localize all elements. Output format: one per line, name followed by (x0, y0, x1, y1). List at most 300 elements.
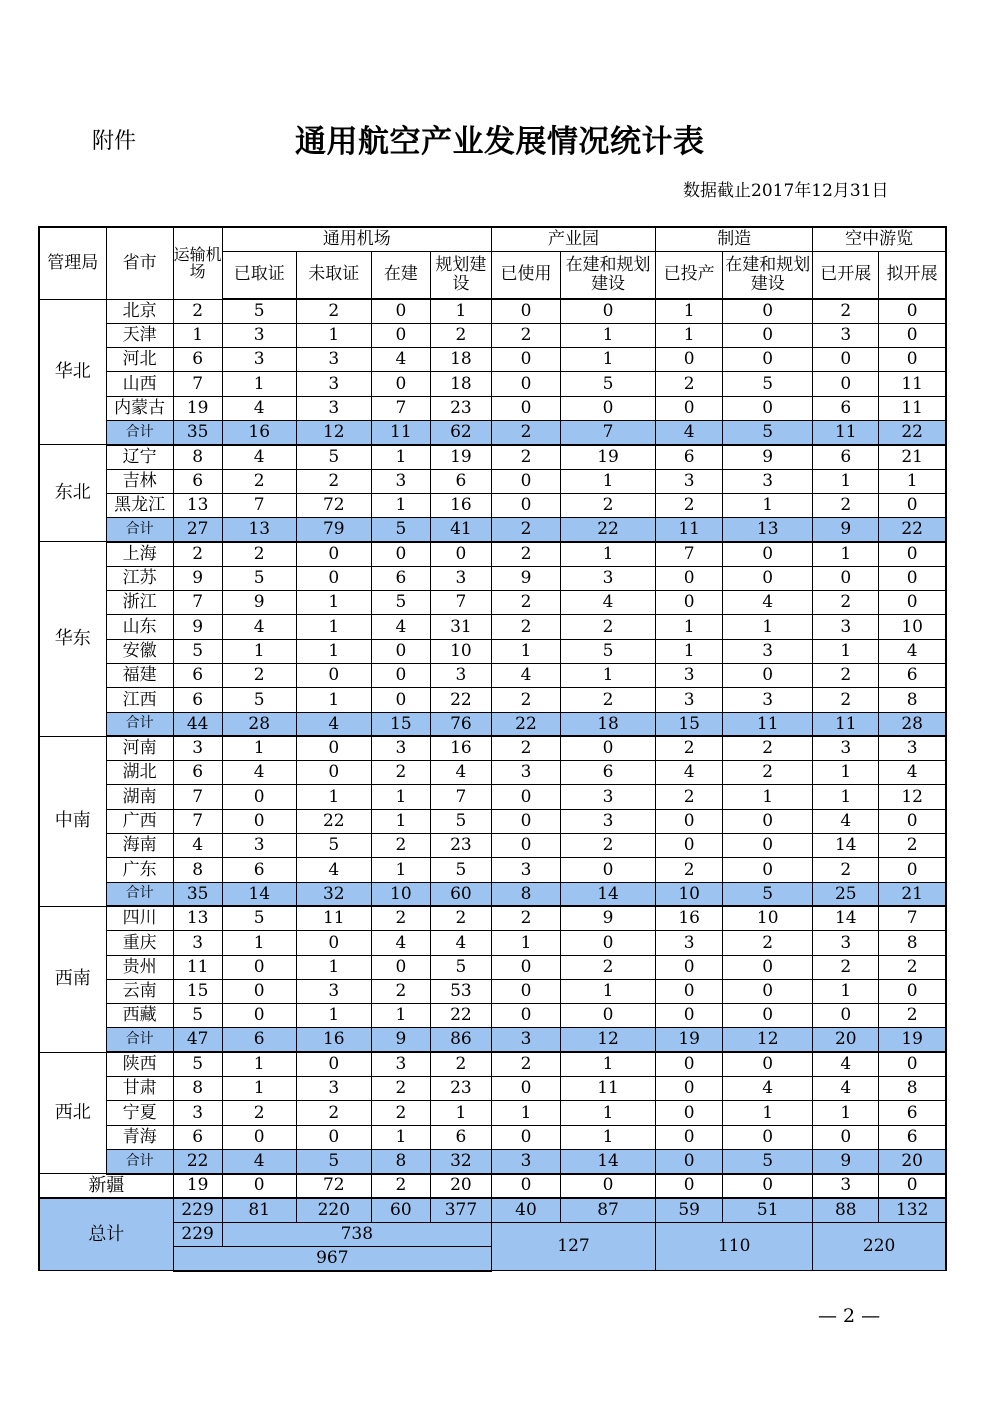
table-cell: 0 (491, 299, 560, 323)
province-name: 河北 (106, 348, 173, 372)
table-cell: 3 (430, 663, 491, 687)
table-cell: 0 (296, 736, 371, 760)
subtotal-cell: 11 (813, 712, 879, 736)
grand-total-airports-all: 967 (173, 1247, 491, 1271)
table-cell: 2 (430, 906, 491, 930)
subtotal-cell: 22 (173, 1149, 222, 1173)
table-cell: 0 (656, 1052, 723, 1076)
table-cell: 0 (491, 1077, 560, 1101)
subtotal-label: 合计 (106, 712, 173, 736)
table-cell: 0 (371, 663, 430, 687)
subtotal-cell: 5 (296, 1149, 371, 1173)
table-cell: 4 (371, 931, 430, 955)
table-cell: 19 (173, 396, 222, 420)
table-cell: 2 (723, 931, 813, 955)
table-cell: 0 (813, 566, 879, 590)
table-cell: 3 (656, 663, 723, 687)
grand-total-ga-airports: 738 (222, 1222, 491, 1246)
grand-total-cell: 220 (296, 1198, 371, 1222)
table-cell: 1 (723, 615, 813, 639)
table-cell: 3 (656, 469, 723, 493)
header-row-1 (39, 227, 946, 251)
table-cell: 2 (491, 591, 560, 615)
table-cell: 23 (430, 834, 491, 858)
subtotal-row (39, 1028, 946, 1052)
table-row (39, 396, 946, 420)
grand-total-tour: 220 (813, 1222, 946, 1271)
table-cell: 0 (723, 1052, 813, 1076)
table-row (39, 323, 946, 347)
table-cell: 13 (173, 493, 222, 517)
grand-total-summary-row (39, 1222, 946, 1246)
subtotal-cell: 16 (296, 1028, 371, 1052)
col-bureau: 管理局 (39, 227, 106, 299)
subtotal-row (39, 1149, 946, 1173)
table-cell: 2 (371, 1174, 430, 1198)
table-cell: 31 (430, 615, 491, 639)
table-cell: 2 (222, 542, 296, 566)
table-cell: 0 (430, 542, 491, 566)
table-cell: 1 (296, 955, 371, 979)
table-cell: 3 (222, 348, 296, 372)
table-cell: 5 (222, 906, 296, 930)
table-cell: 6 (561, 761, 656, 785)
table-cell: 14 (813, 834, 879, 858)
table-cell: 11 (561, 1077, 656, 1101)
region-name: 西南 (39, 906, 106, 1052)
subtotal-cell: 27 (173, 518, 222, 542)
province-name: 北京 (106, 299, 173, 323)
table-cell: 0 (371, 955, 430, 979)
table-cell: 7 (173, 785, 222, 809)
table-cell: 0 (879, 1052, 946, 1076)
subtotal-cell: 4 (222, 1149, 296, 1173)
grand-total-cell: 51 (723, 1198, 813, 1222)
subtotal-cell: 25 (813, 882, 879, 906)
subtotal-cell: 2 (491, 518, 560, 542)
table-cell: 6 (173, 469, 222, 493)
table-cell: 0 (656, 1077, 723, 1101)
province-name: 山东 (106, 615, 173, 639)
table-cell: 3 (561, 785, 656, 809)
subtotal-cell: 6 (222, 1028, 296, 1052)
subtotal-cell: 47 (173, 1028, 222, 1052)
table-cell: 0 (491, 372, 560, 396)
table-cell: 0 (656, 1101, 723, 1125)
table-cell: 1 (296, 615, 371, 639)
table-row (39, 542, 946, 566)
table-cell: 1 (561, 323, 656, 347)
table-cell: 7 (173, 372, 222, 396)
subtotal-cell: 22 (879, 518, 946, 542)
table-cell: 0 (491, 979, 560, 1003)
table-cell: 6 (656, 445, 723, 469)
table-cell: 11 (296, 906, 371, 930)
table-cell: 2 (296, 1101, 371, 1125)
table-cell: 4 (813, 1052, 879, 1076)
page-title: 通用航空产业发展情况统计表 (295, 124, 705, 160)
table-cell: 0 (491, 955, 560, 979)
table-cell: 0 (656, 348, 723, 372)
table-cell: 0 (296, 663, 371, 687)
table-cell: 3 (723, 688, 813, 712)
table-cell: 0 (879, 979, 946, 1003)
subtotal-cell: 15 (371, 712, 430, 736)
subtotal-cell: 22 (879, 420, 946, 444)
table-cell: 4 (656, 761, 723, 785)
table-cell: 13 (173, 906, 222, 930)
table-cell: 0 (371, 688, 430, 712)
table-cell: 0 (656, 396, 723, 420)
table-cell: 0 (371, 372, 430, 396)
table-cell: 1 (296, 639, 371, 663)
table-cell: 3 (222, 834, 296, 858)
table-cell: 5 (561, 372, 656, 396)
table-cell: 0 (296, 931, 371, 955)
table-cell: 1 (222, 1052, 296, 1076)
table-cell: 1 (723, 493, 813, 517)
table-cell: 1 (222, 931, 296, 955)
grand-total-cell: 132 (879, 1198, 946, 1222)
col-ga-uncertified: 未取证 (296, 251, 371, 299)
table-cell: 8 (879, 931, 946, 955)
subtotal-label: 合计 (106, 1028, 173, 1052)
table-cell: 0 (222, 1004, 296, 1028)
subtotal-cell: 28 (222, 712, 296, 736)
table-cell: 9 (561, 906, 656, 930)
grand-total-cell: 81 (222, 1198, 296, 1222)
table-cell: 10 (723, 906, 813, 930)
table-cell: 2 (491, 1052, 560, 1076)
province-name: 西藏 (106, 1004, 173, 1028)
table-cell: 3 (656, 931, 723, 955)
subtotal-label: 合计 (106, 882, 173, 906)
table-cell: 5 (430, 858, 491, 882)
table-cell: 0 (723, 955, 813, 979)
table-cell: 0 (813, 1125, 879, 1149)
table-row (39, 615, 946, 639)
table-cell: 0 (879, 542, 946, 566)
table-cell: 3 (813, 615, 879, 639)
table-cell: 0 (656, 809, 723, 833)
col-province: 省市 (106, 227, 173, 299)
col-tour-launched: 已开展 (813, 251, 879, 299)
subtotal-cell: 9 (813, 1149, 879, 1173)
province-name: 安徽 (106, 639, 173, 663)
table-cell: 1 (813, 785, 879, 809)
table-cell: 5 (296, 834, 371, 858)
table-cell: 7 (173, 809, 222, 833)
grand-total-park: 127 (491, 1222, 655, 1271)
subtotal-cell: 3 (491, 1028, 560, 1052)
table-cell: 6 (173, 348, 222, 372)
subtotal-cell: 32 (296, 882, 371, 906)
region-name: 华北 (39, 299, 106, 445)
table-cell: 2 (813, 858, 879, 882)
subtotal-row (39, 712, 946, 736)
table-cell: 5 (371, 591, 430, 615)
province-name: 河南 (106, 736, 173, 760)
table-cell: 6 (173, 761, 222, 785)
table-cell: 2 (656, 372, 723, 396)
table-cell: 3 (173, 1101, 222, 1125)
subtotal-row (39, 420, 946, 444)
subtotal-label: 合计 (106, 518, 173, 542)
table-cell: 5 (222, 299, 296, 323)
table-row (39, 931, 946, 955)
table-row (39, 955, 946, 979)
table-cell: 2 (723, 736, 813, 760)
table-cell: 0 (491, 1174, 560, 1198)
table-row (39, 979, 946, 1003)
subtotal-cell: 79 (296, 518, 371, 542)
table-cell: 2 (491, 542, 560, 566)
table-cell: 2 (656, 493, 723, 517)
subtotal-cell: 8 (491, 882, 560, 906)
table-cell: 6 (173, 663, 222, 687)
table-cell: 2 (491, 615, 560, 639)
subtotal-cell: 0 (656, 1149, 723, 1173)
col-transport-airport: 运输机场 (173, 227, 222, 299)
province-name: 上海 (106, 542, 173, 566)
table-cell: 5 (173, 1052, 222, 1076)
table-cell: 1 (222, 736, 296, 760)
col-tour-planned: 拟开展 (879, 251, 946, 299)
table-cell: 3 (723, 639, 813, 663)
grand-total-cell: 87 (561, 1198, 656, 1222)
table-cell: 2 (879, 1004, 946, 1028)
subtotal-cell: 2 (491, 420, 560, 444)
table-cell: 1 (296, 591, 371, 615)
subtotal-cell: 13 (222, 518, 296, 542)
table-cell: 7 (173, 591, 222, 615)
table-cell: 0 (723, 834, 813, 858)
province-name: 江西 (106, 688, 173, 712)
table-cell: 18 (430, 372, 491, 396)
table-cell: 1 (813, 761, 879, 785)
province-name: 广西 (106, 809, 173, 833)
statistics-table (38, 226, 947, 1272)
table-cell: 11 (173, 955, 222, 979)
table-cell: 0 (879, 1174, 946, 1198)
table-cell: 7 (430, 785, 491, 809)
table-cell: 0 (296, 542, 371, 566)
table-row (39, 299, 946, 323)
grand-total-label: 总计 (39, 1198, 173, 1271)
table-row (39, 761, 946, 785)
table-cell: 22 (296, 809, 371, 833)
table-cell: 9 (222, 591, 296, 615)
table-cell: 0 (561, 931, 656, 955)
table-cell: 0 (371, 323, 430, 347)
table-cell: 2 (656, 736, 723, 760)
subtotal-cell: 14 (561, 882, 656, 906)
table-row (39, 639, 946, 663)
table-cell: 0 (723, 396, 813, 420)
table-cell: 8 (173, 858, 222, 882)
grand-total-cell: 88 (813, 1198, 879, 1222)
table-cell: 0 (723, 1174, 813, 1198)
table-cell: 4 (222, 615, 296, 639)
table-cell: 1 (656, 615, 723, 639)
col-mfg-building-planned: 在建和规划建设 (723, 251, 813, 299)
table-row (39, 1101, 946, 1125)
table-cell: 3 (296, 396, 371, 420)
province-name: 内蒙古 (106, 396, 173, 420)
table-cell: 0 (723, 809, 813, 833)
table-row (39, 566, 946, 590)
table-cell: 4 (723, 1077, 813, 1101)
table-cell: 1 (371, 1004, 430, 1028)
table-row (39, 906, 946, 930)
table-cell: 3 (222, 323, 296, 347)
table-cell: 11 (879, 396, 946, 420)
province-name: 陕西 (106, 1052, 173, 1076)
table-cell: 1 (371, 445, 430, 469)
table-cell: 1 (222, 372, 296, 396)
col-park-in-use: 已使用 (491, 251, 560, 299)
subtotal-cell: 32 (430, 1149, 491, 1173)
region-name: 东北 (39, 445, 106, 542)
table-cell: 1 (296, 785, 371, 809)
subtotal-cell: 8 (371, 1149, 430, 1173)
table-cell: 0 (879, 493, 946, 517)
table-cell: 4 (879, 761, 946, 785)
subtotal-cell: 5 (723, 1149, 813, 1173)
table-cell: 0 (656, 834, 723, 858)
table-cell: 0 (222, 785, 296, 809)
grand-total-cell: 229 (173, 1198, 222, 1222)
table-cell: 6 (879, 1125, 946, 1149)
table-cell: 1 (296, 688, 371, 712)
subtotal-cell: 11 (371, 420, 430, 444)
table-cell: 0 (879, 323, 946, 347)
table-cell: 0 (296, 1052, 371, 1076)
table-cell: 8 (879, 688, 946, 712)
table-cell: 1 (656, 299, 723, 323)
table-cell: 1 (879, 469, 946, 493)
table-cell: 19 (430, 445, 491, 469)
table-cell: 1 (723, 785, 813, 809)
table-cell: 0 (656, 1125, 723, 1149)
table-cell: 4 (879, 639, 946, 663)
table-cell: 0 (296, 566, 371, 590)
table-cell: 0 (813, 372, 879, 396)
attachment-label: 附件 (92, 129, 137, 154)
table-cell: 6 (879, 1101, 946, 1125)
table-cell: 20 (430, 1174, 491, 1198)
table-cell: 23 (430, 1077, 491, 1101)
subtotal-cell: 16 (222, 420, 296, 444)
province-name: 云南 (106, 979, 173, 1003)
col-group-ga-airport: 通用机场 (222, 227, 491, 251)
table-cell: 0 (656, 591, 723, 615)
table-cell: 2 (430, 1052, 491, 1076)
subtotal-cell: 5 (723, 420, 813, 444)
table-cell: 0 (879, 348, 946, 372)
province-name: 海南 (106, 834, 173, 858)
table-cell: 15 (173, 979, 222, 1003)
table-cell: 6 (430, 469, 491, 493)
table-cell: 7 (430, 591, 491, 615)
table-cell: 0 (561, 858, 656, 882)
table-cell: 0 (222, 955, 296, 979)
subtotal-cell: 76 (430, 712, 491, 736)
table-cell: 3 (561, 566, 656, 590)
table-row (39, 688, 946, 712)
table-cell: 1 (371, 809, 430, 833)
table-cell: 0 (371, 639, 430, 663)
subtotal-row (39, 882, 946, 906)
table-cell: 0 (813, 348, 879, 372)
table-cell: 12 (879, 785, 946, 809)
table-cell: 1 (296, 1004, 371, 1028)
grand-total-cell: 377 (430, 1198, 491, 1222)
region-name: 中南 (39, 736, 106, 906)
table-cell: 6 (173, 1125, 222, 1149)
table-cell: 9 (723, 445, 813, 469)
table-cell: 3 (296, 372, 371, 396)
table-cell: 0 (561, 299, 656, 323)
province-name: 浙江 (106, 591, 173, 615)
table-cell: 2 (656, 785, 723, 809)
table-cell: 0 (222, 1174, 296, 1198)
subtotal-cell: 15 (656, 712, 723, 736)
table-row (39, 1052, 946, 1076)
subtotal-cell: 19 (879, 1028, 946, 1052)
table-row (39, 445, 946, 469)
table-cell: 0 (723, 1125, 813, 1149)
table-cell: 4 (222, 445, 296, 469)
subtotal-cell: 22 (561, 518, 656, 542)
table-cell: 1 (561, 1101, 656, 1125)
table-cell: 1 (561, 348, 656, 372)
table-cell: 0 (656, 1004, 723, 1028)
province-name: 福建 (106, 663, 173, 687)
table-cell: 4 (430, 931, 491, 955)
table-cell: 6 (173, 688, 222, 712)
subtotal-label: 合计 (106, 1149, 173, 1173)
table-cell: 4 (430, 761, 491, 785)
table-row (39, 372, 946, 396)
table-cell: 5 (173, 1004, 222, 1028)
table-cell: 2 (296, 299, 371, 323)
subtotal-cell: 4 (296, 712, 371, 736)
table-cell: 0 (561, 1004, 656, 1028)
table-cell: 5 (173, 639, 222, 663)
table-cell: 2 (879, 955, 946, 979)
table-cell: 8 (173, 445, 222, 469)
table-cell: 1 (813, 979, 879, 1003)
table-cell: 5 (296, 445, 371, 469)
col-ga-building: 在建 (371, 251, 430, 299)
table-cell: 0 (222, 979, 296, 1003)
subtotal-cell: 9 (813, 518, 879, 542)
table-cell: 22 (430, 1004, 491, 1028)
province-name: 山西 (106, 372, 173, 396)
table-cell: 2 (813, 955, 879, 979)
table-cell: 3 (491, 858, 560, 882)
table-cell: 3 (430, 566, 491, 590)
province-name: 青海 (106, 1125, 173, 1149)
table-cell: 7 (222, 493, 296, 517)
table-cell: 0 (561, 396, 656, 420)
table-cell: 2 (491, 323, 560, 347)
table-cell: 0 (296, 1125, 371, 1149)
subtotal-cell: 10 (656, 882, 723, 906)
region-name: 西北 (39, 1052, 106, 1173)
province-name: 天津 (106, 323, 173, 347)
